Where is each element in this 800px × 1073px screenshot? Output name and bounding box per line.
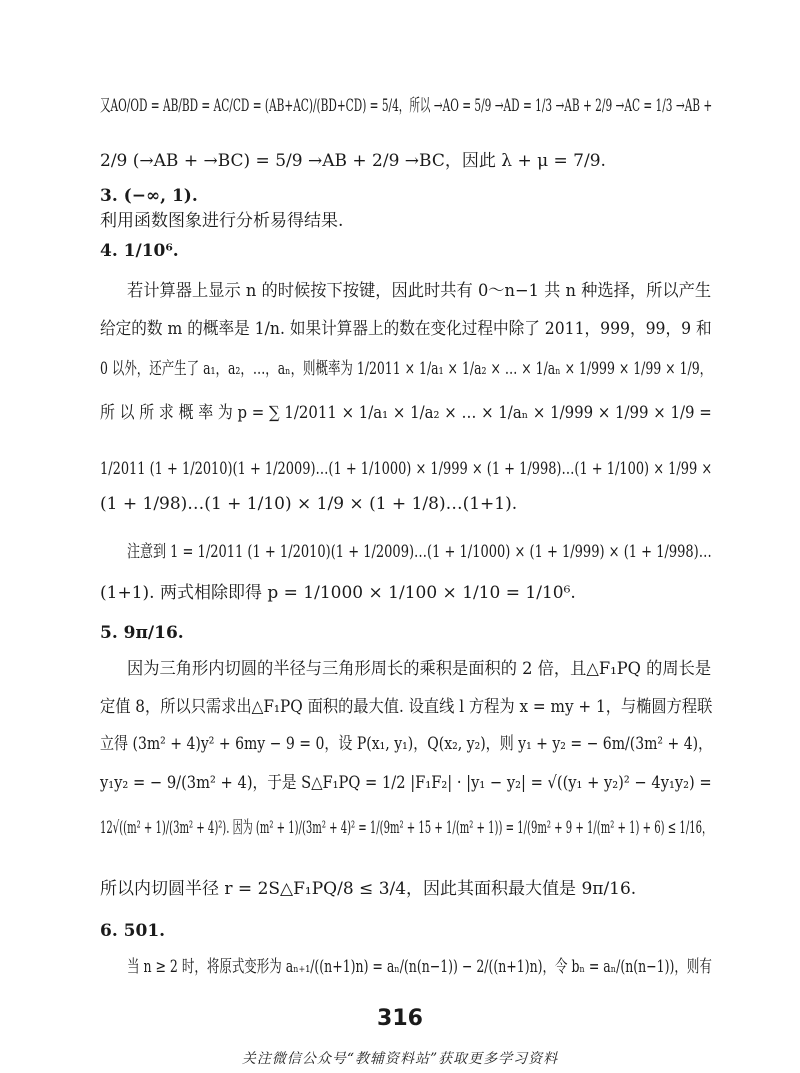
- text-line: 当 n ≥ 2 时，将原式变形为 aₙ₊₁/((n+1)n) = aₙ/(n(n−1)) − 2/((n+1)n)，令 bₙ = aₙ/(n(n−1))，则有: [127, 957, 712, 977]
- text-line: 4. 1/10⁶.: [100, 241, 179, 261]
- footer-note: 关注微信公众号“教辅资料站”获取更多学习资料: [241, 1051, 559, 1067]
- text-line: 因为三角形内切圆的半径与三角形周长的乘积是面积的 2 倍，且△F₁PQ 的周长是: [127, 659, 712, 679]
- text-line: (1+1). 两式相除即得 p = 1/1000 × 1/100 × 1/10 = 1/10⁶.: [100, 583, 576, 603]
- text-line: 若计算器上显示 n 的时候按下按键，因此时共有 0～n−1 共 n 种选择，所以产生: [127, 281, 712, 301]
- text-line: 给定的数 m 的概率是 1/n. 如果计算器上的数在变化过程中除了 2011，999，99，9 和: [100, 319, 712, 339]
- text-line: 12√((m² + 1)/(3m² + 4)²). 因为 (m² + 1)/(3m² + 4)² = 1/(9m² + 15 + 1/(m² + 1)) = 1/(9m² + 9 + 1/(m² + 1) + 6) ≤ 1/16，: [100, 818, 713, 838]
- text-line: 6. 501.: [100, 921, 166, 941]
- text-line: 5. 9π/16.: [100, 623, 184, 643]
- text-line: 利用函数图象进行分析易得结果.: [100, 211, 344, 231]
- text-line: 注意到 1 = 1/2011 (1 + 1/2010)(1 + 1/2009)…(1 + 1/1000) × (1 + 1/999) × (1 + 1/998)…: [127, 542, 712, 562]
- text-line: 又AO/OD = AB/BD = AC/CD = (AB+AC)/(BD+CD) = 5/4，所以 →AO = 5/9 →AD = 1/3 →AB + 2/9 →AC = 1/3 →AB +: [100, 96, 713, 116]
- text-line: 0 以外，还产生了 a₁，a₂，…，aₙ，则概率为 1/2011 × 1/a₁ × 1/a₂ × … × 1/aₙ × 1/999 × 1/99 × 1/9，: [100, 359, 713, 379]
- page-number: 316: [377, 1006, 423, 1031]
- text-line: 1/2011 (1 + 1/2010)(1 + 1/2009)…(1 + 1/1000) × 1/999 × (1 + 1/998)…(1 + 1/100) × 1/99 ×: [100, 459, 713, 479]
- text-line: y₁y₂ = − 9/(3m² + 4)，于是 S△F₁PQ = 1/2 |F₁F₂| · |y₁ − y₂| = √((y₁ + y₂)² − 4y₁y₂) =: [100, 773, 712, 793]
- text-line: 所 以 所 求 概 率 为 p = ∑ 1/2011 × 1/a₁ × 1/a₂ × … × 1/aₙ × 1/999 × 1/99 × 1/9 =: [100, 403, 712, 423]
- text-line: 所以内切圆半径 r = 2S△F₁PQ/8 ≤ 3/4，因此其面积最大值是 9π/16.: [100, 879, 637, 899]
- text-line: 立得 (3m² + 4)y² + 6my − 9 = 0，设 P(x₁, y₁)，Q(x₂, y₂)，则 y₁ + y₂ = − 6m/(3m² + 4)，: [100, 734, 713, 754]
- text-line: (1 + 1/98)…(1 + 1/10) × 1/9 × (1 + 1/8)…(1+1).: [100, 494, 518, 514]
- text-line: 定值 8，所以只需求出△F₁PQ 面积的最大值. 设直线 l 方程为 x = my + 1，与椭圆方程联: [100, 697, 713, 717]
- text-line: 2/9 (→AB + →BC) = 5/9 →AB + 2/9 →BC，因此 λ + μ = 7/9.: [100, 151, 606, 171]
- text-line: 3. (−∞, 1).: [100, 186, 198, 206]
